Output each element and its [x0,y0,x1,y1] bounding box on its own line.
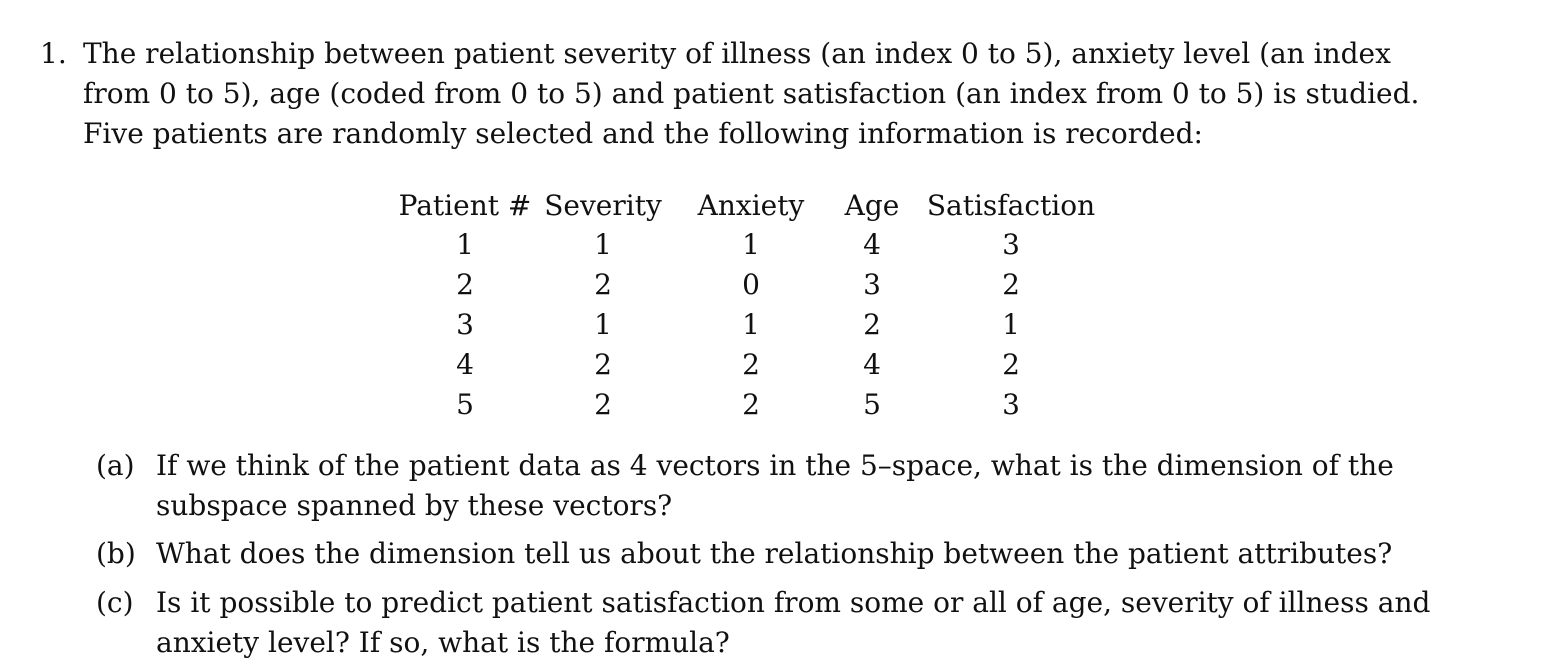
part-text-line: What does the dimension tell us about the relationship between the patient attributes? [156,537,1393,570]
table-row [395,344,1109,384]
table-cell: 2 [594,347,612,381]
table-cell: 2 [742,347,760,381]
table-header-row [395,186,1109,224]
table-cell: 1 [742,227,760,261]
part-text-line: subspace spanned by these vectors? [156,489,673,522]
table-cell: 2 [594,267,612,301]
table-row [395,264,1109,304]
table-cell: 4 [863,347,881,381]
problem-line: from 0 to 5), age (coded from 0 to 5) and patient satisfaction (an index from 0 to 5) is studied. [83,77,1420,110]
part-text-line: If we think of the patient data as 4 vectors in the 5–space, what is the dimension of the [156,449,1394,482]
table-cell: 2 [1002,347,1020,381]
table-cell: 1 [1002,307,1020,341]
part-label: (b) [96,537,136,570]
problem-line: Five patients are randomly selected and the following information is recorded: [83,117,1203,150]
table-cell: 5 [863,387,881,421]
table-cell: 2 [742,387,760,421]
column-header-age: Age [844,188,900,222]
table-cell: 5 [456,387,474,421]
part-text-line: Is it possible to predict patient satisfaction from some or all of age, severity of illness and [156,586,1431,619]
table-cell: 2 [863,307,881,341]
table-cell: 3 [1002,227,1020,261]
table-cell: 1 [594,307,612,341]
table-row [395,304,1109,344]
table-cell: 1 [742,307,760,341]
table-row [395,224,1109,264]
part-text-line: anxiety level? If so, what is the formula? [156,626,730,659]
problem-line: The relationship between patient severity of illness (an index 0 to 5), anxiety level (an index [83,37,1391,70]
table-cell: 1 [594,227,612,261]
table-row [395,384,1109,424]
problem-number: 1. [40,37,67,70]
part-label: (a) [96,449,135,482]
table-cell: 3 [863,267,881,301]
column-header-anxiety: Anxiety [697,188,805,222]
column-header-satisfaction: Satisfaction [926,188,1096,222]
table-cell: 3 [1002,387,1020,421]
part-label: (c) [96,586,134,619]
table-cell: 2 [594,387,612,421]
table-cell: 2 [1002,267,1020,301]
table-cell: 3 [456,307,474,341]
table-cell: 4 [863,227,881,261]
table-cell: 4 [456,347,474,381]
table-cell: 1 [456,227,474,261]
patient-data-table [395,186,1109,424]
table-cell: 2 [456,267,474,301]
table-cell: 0 [742,267,760,301]
column-header-patient: Patient # [398,188,532,222]
column-header-severity: Severity [544,188,662,222]
